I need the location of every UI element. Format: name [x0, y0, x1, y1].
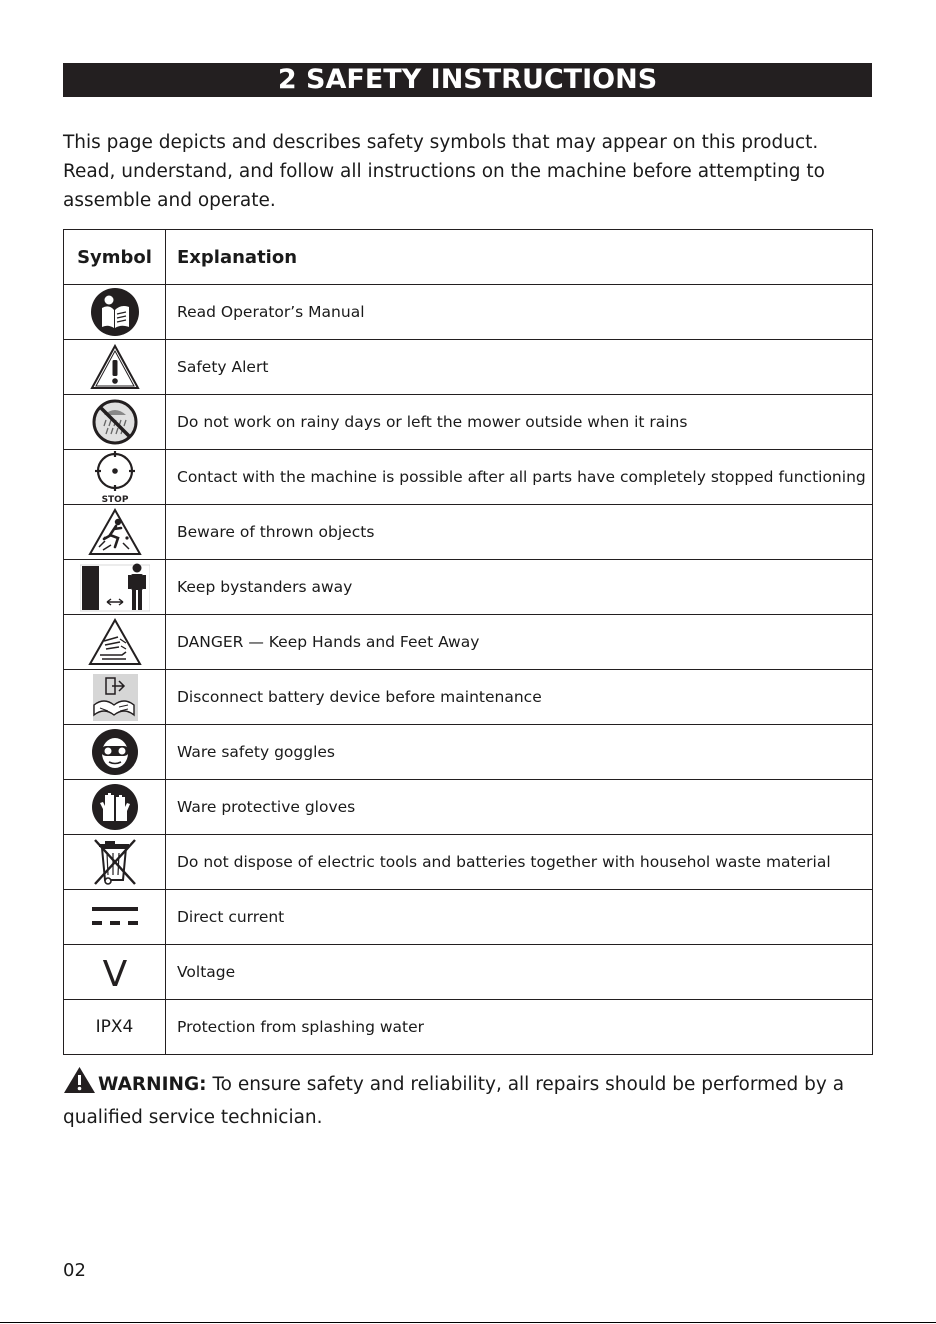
intro-paragraph: This page depicts and describes safety symbols that may appear on this product. Read, understand, and follow all instructions on the machine before attempting to assemble and operate. — [63, 132, 825, 211]
blade-stop-icon — [92, 450, 138, 504]
row-explanation: Ware protective gloves — [166, 780, 873, 835]
warning-note — [63, 1066, 875, 1132]
table-row — [64, 725, 873, 780]
goggles-icon — [91, 728, 139, 776]
stop-label: STOP — [101, 495, 128, 504]
table-row — [64, 340, 873, 395]
thrown-objects-icon — [87, 507, 143, 557]
table-row — [64, 1000, 873, 1055]
page-number: 02 — [63, 1260, 86, 1281]
row-explanation: Direct current — [166, 890, 873, 945]
row-explanation: Do not dispose of electric tools and batteries together with househol waste material — [166, 835, 873, 890]
row-explanation: Read Operator’s Manual — [166, 285, 873, 340]
voltage-icon — [95, 952, 135, 992]
column-header-explanation: Explanation — [166, 230, 873, 285]
weee-bin-icon — [92, 837, 138, 887]
table-row — [64, 285, 873, 340]
row-explanation: Contact with the machine is possible after all parts have completely stopped functioning — [166, 450, 873, 505]
table-row — [64, 945, 873, 1000]
symbols-table — [63, 229, 873, 1055]
warning-triangle-icon — [63, 1066, 96, 1103]
warning-label: WARNING: — [98, 1074, 207, 1095]
row-explanation: Protection from splashing water — [166, 1000, 873, 1055]
bottom-divider — [0, 1322, 936, 1323]
row-explanation: Ware safety goggles — [166, 725, 873, 780]
table-row — [64, 615, 873, 670]
table-row — [64, 780, 873, 835]
row-explanation: Do not work on rainy days or left the mower outside when it rains — [166, 395, 873, 450]
table-row — [64, 450, 873, 505]
warning-text: To ensure safety and reliability, all repairs should be performed by a qualified service technician. — [63, 1074, 845, 1128]
read-manual-icon — [90, 287, 140, 337]
hands-feet-danger-icon — [87, 617, 143, 667]
table-header-row — [64, 230, 873, 285]
column-header-symbol: Symbol — [64, 230, 166, 285]
row-explanation: DANGER — Keep Hands and Feet Away — [166, 615, 873, 670]
voltage-label: V — [102, 954, 127, 992]
table-row — [64, 890, 873, 945]
row-explanation: Safety Alert — [166, 340, 873, 395]
safety-alert-icon — [89, 343, 141, 391]
gloves-icon — [91, 783, 139, 831]
row-explanation: Beware of thrown objects — [166, 505, 873, 560]
page-title: 2 SAFETY INSTRUCTIONS — [63, 63, 872, 97]
table-row — [64, 395, 873, 450]
row-explanation: Disconnect battery device before maintenance — [166, 670, 873, 725]
table-row — [64, 835, 873, 890]
row-explanation: Voltage — [166, 945, 873, 1000]
row-explanation: Keep bystanders away — [166, 560, 873, 615]
no-rain-icon — [91, 398, 139, 446]
direct-current-icon — [91, 904, 139, 930]
table-row — [64, 505, 873, 560]
bystanders-icon — [80, 562, 150, 612]
table-row — [64, 560, 873, 615]
ipx4-label: IPX4 — [64, 1000, 166, 1055]
disconnect-battery-icon — [90, 672, 140, 722]
table-row — [64, 670, 873, 725]
